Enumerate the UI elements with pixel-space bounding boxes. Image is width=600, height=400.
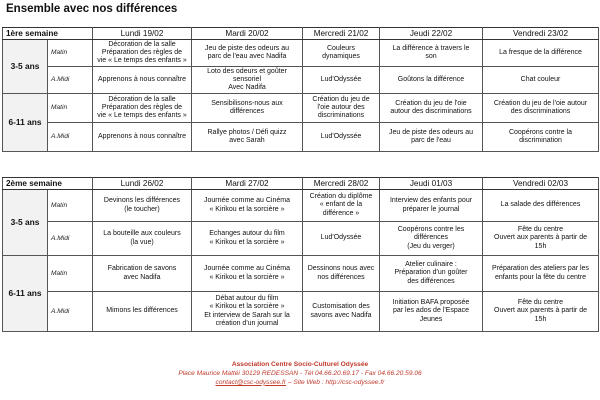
contact-line — [0, 379, 600, 388]
activity-cell: Apprenons à nous connaître — [93, 123, 192, 152]
activity-cell: Sensibilisons-nous aux différences — [192, 94, 303, 123]
age-group-label: 6-11 ans — [3, 256, 48, 332]
website-link[interactable]: – Site Web : http://csc-odyssee.fr — [287, 378, 385, 386]
activity-cell: Décoration de la salle Préparation des règles de vie « Le temps des enfants » — [93, 94, 192, 123]
activity-cell: Préparation des ateliers par les enfants pour la fête du centre — [483, 256, 599, 292]
day-header: Mardi 20/02 — [192, 28, 303, 40]
table-row — [3, 222, 599, 256]
email-link[interactable]: contact@csc-odyssee.fr — [215, 378, 286, 386]
activity-cell: Lud'Odyssée — [303, 67, 380, 94]
age-group-label: 3-5 ans — [3, 40, 48, 94]
activity-cell: Lud'Odyssée — [303, 123, 380, 152]
activity-cell: Couleurs dynamiques — [303, 40, 380, 67]
time-slot-label: A.Midi — [48, 292, 93, 332]
activity-cell: La fresque de la différence — [483, 40, 599, 67]
activity-cell: Interview des enfants pour préparer le journal — [380, 190, 483, 222]
time-slot-label: Matin — [48, 40, 93, 67]
activity-cell: Rallye photos / Défi quizz avec Sarah — [192, 123, 303, 152]
time-slot-label: Matin — [48, 190, 93, 222]
activity-cell: Débat autour du film « Kirikou et la sorcière » Et interview de Sarah sur la création d'un journal — [192, 292, 303, 332]
organization-name: Association Centre Socio-Culturel Odyssée — [231, 361, 369, 368]
day-header: Lundi 19/02 — [93, 28, 192, 40]
age-group-label: 3-5 ans — [3, 190, 48, 256]
table-row — [3, 40, 599, 67]
activity-cell: Jeu de piste des odeurs au parc de l'eau avec Nadifa — [192, 40, 303, 67]
table-row — [3, 67, 599, 94]
activity-cell: Customisation des savons avec Nadifa — [303, 292, 380, 332]
day-header: Mercredi 28/02 — [303, 178, 380, 190]
time-slot-label: A.Midi — [48, 67, 93, 94]
day-header: Jeudi 01/03 — [380, 178, 483, 190]
activity-cell: La salade des différences — [483, 190, 599, 222]
activity-cell: Loto des odeurs et goûter sensoriel Avec Nadifa — [192, 67, 303, 94]
activity-cell: Création du jeu de l'oie autour des discriminations — [303, 94, 380, 123]
activity-cell: Coopérons contre les différences (Jeu du verger) — [380, 222, 483, 256]
table-row — [3, 256, 599, 292]
day-header: Mardi 27/02 — [192, 178, 303, 190]
table-row — [3, 123, 599, 152]
week-1-schedule-table — [2, 27, 599, 152]
activity-cell: Journée comme au Cinéma « Kirikou et la sorcière » — [192, 190, 303, 222]
header-row — [3, 28, 599, 40]
activity-cell: Coopérons contre la discrimination — [483, 123, 599, 152]
table-row — [3, 94, 599, 123]
time-slot-label: Matin — [48, 256, 93, 292]
time-slot-label: A.Midi — [48, 123, 93, 152]
activity-cell: Atelier culinaire : Préparation d'un goûter des différences — [380, 256, 483, 292]
activity-cell: Création du diplôme « enfant de la différence » — [303, 190, 380, 222]
week-label: 2ème semaine — [3, 178, 93, 190]
day-header: Lundi 26/02 — [93, 178, 192, 190]
week-label: 1ère semaine — [3, 28, 93, 40]
activity-cell: Jeu de piste des odeurs au parc de l'eau — [380, 123, 483, 152]
age-group-label: 6-11 ans — [3, 94, 48, 152]
organization-address: Place Maurice Mattéi 30129 REDESSAN - Tél 04.66.20.69.17 - Fax 04.66.20.59.06 — [178, 369, 422, 377]
header-row — [3, 178, 599, 190]
activity-cell: Devinons les différences (le toucher) — [93, 190, 192, 222]
activity-cell: Initiation BAFA proposée par les ados de l'Espace Jeunes — [380, 292, 483, 332]
activity-cell: Apprenons à nous connaître — [93, 67, 192, 94]
day-header: Mercredi 21/02 — [303, 28, 380, 40]
activity-cell: Journée comme au Cinéma « Kirikou et la sorcière » — [192, 256, 303, 292]
activity-cell: Dessinons nous avec nos différences — [303, 256, 380, 292]
activity-cell: Chat couleur — [483, 67, 599, 94]
activity-cell: Fabrication de savons avec Nadifa — [93, 256, 192, 292]
activity-cell: Fête du centre Ouvert aux parents à partir de 15h — [483, 222, 599, 256]
activity-cell: Mimons les différences — [93, 292, 192, 332]
table-row — [3, 292, 599, 332]
activity-cell: La différence à travers le son — [380, 40, 483, 67]
activity-cell: La bouteille aux couleurs (la vue) — [93, 222, 192, 256]
table-row — [3, 190, 599, 222]
activity-cell: Lud'Odyssée — [303, 222, 380, 256]
day-header: Jeudi 22/02 — [380, 28, 483, 40]
footer — [0, 361, 600, 388]
day-header: Vendredi 23/02 — [483, 28, 599, 40]
activity-cell: Décoration de la salle Préparation des règles de vie « Le temps des enfants » — [93, 40, 192, 67]
document-title: Ensemble avec nos différences — [6, 3, 178, 15]
activity-cell: Création du jeu de l'oie autour des discriminations — [483, 94, 599, 123]
time-slot-label: Matin — [48, 94, 93, 123]
activity-cell: Goûtons la différence — [380, 67, 483, 94]
activity-cell: Echanges autour du film « Kirikou et la sorcière » — [192, 222, 303, 256]
activity-cell: Création du jeu de l'oie autour des discriminations — [380, 94, 483, 123]
day-header: Vendredi 02/03 — [483, 178, 599, 190]
week-2-schedule-table — [2, 177, 599, 332]
time-slot-label: A.Midi — [48, 222, 93, 256]
activity-cell: Fête du centre Ouvert aux parents à partir de 15h — [483, 292, 599, 332]
